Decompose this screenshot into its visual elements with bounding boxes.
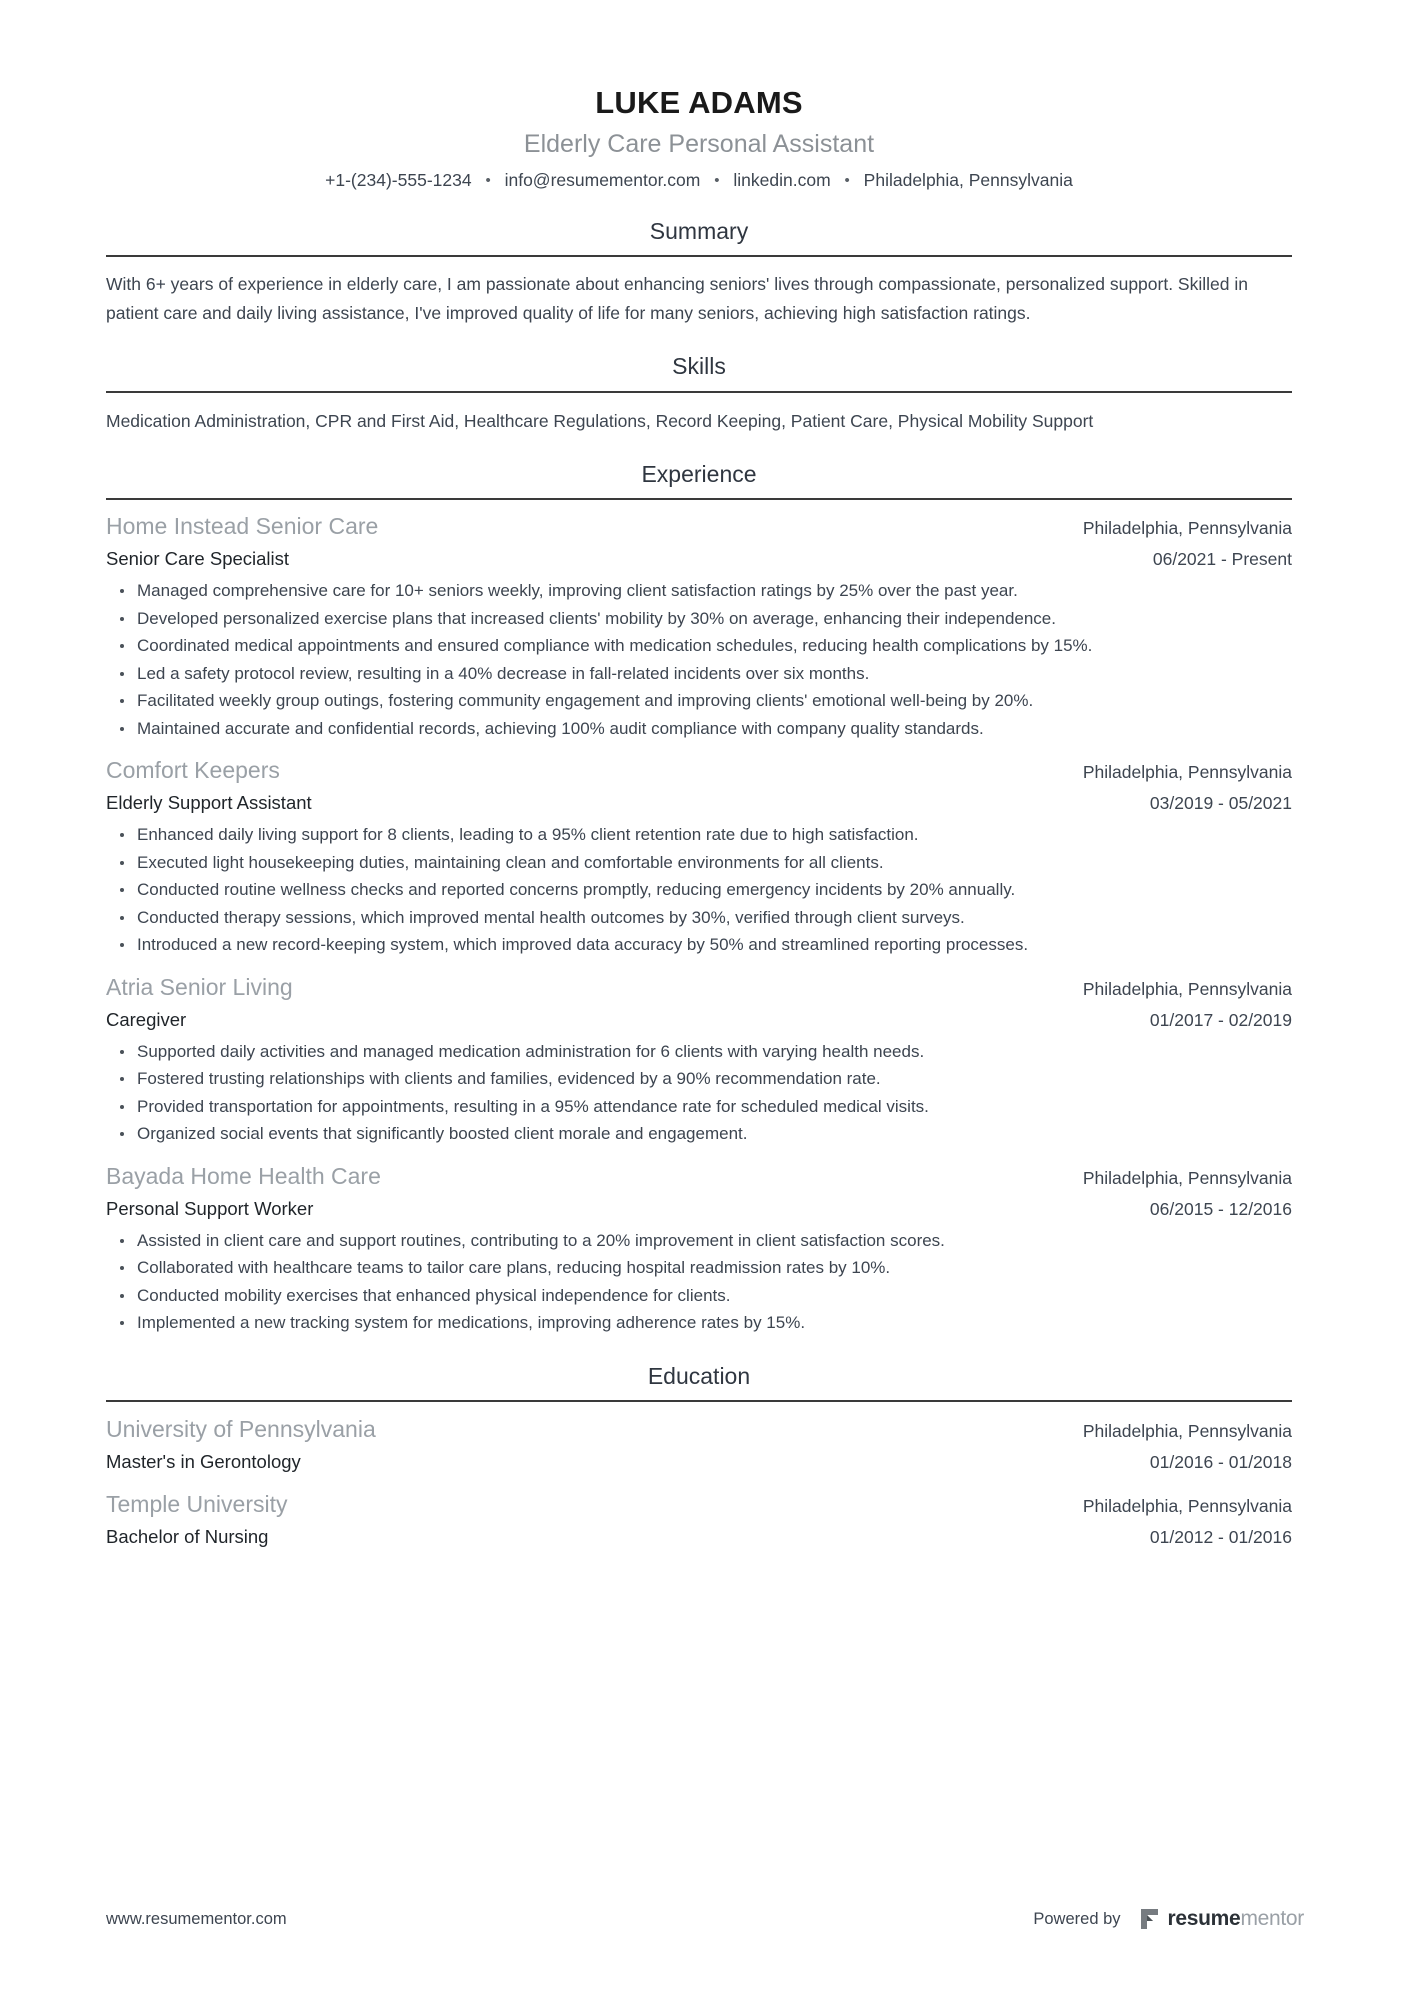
experience-entry-subheader: [106, 547, 1292, 571]
resume-header: [106, 0, 1292, 192]
employer-location: Philadelphia, Pennsylvania: [1082, 518, 1292, 539]
job-bullet: Developed personalized exercise plans that increased clients' mobility by 30% on average, enhancing their independence.: [106, 606, 1292, 633]
experience-entry: [106, 512, 1292, 742]
job-bullet: Conducted mobility exercises that enhanced physical independence for clients.: [106, 1283, 1292, 1310]
employer-name: Atria Senior Living: [106, 973, 293, 1000]
resumementor-logo: [1139, 1907, 1304, 1931]
job-bullet-list: [106, 822, 1292, 959]
job-bullet: Assisted in client care and support routines, contributing to a 20% improvement in client satisfaction scores.: [106, 1228, 1292, 1255]
job-bullet-list: [106, 578, 1292, 742]
job-bullet: Coordinated medical appointments and ensured compliance with medication schedules, reducing health complications by 15%.: [106, 633, 1292, 660]
education-entry: [106, 1415, 1292, 1474]
brand-word-primary: resume: [1167, 1907, 1241, 1930]
job-bullet: Led a safety protocol review, resulting in a 40% decrease in fall-related incidents over six months.: [106, 661, 1292, 688]
job-title: Elderly Support Assistant: [106, 792, 312, 814]
job-bullet: Introduced a new record-keeping system, which improved data accuracy by 50% and streamlined reporting processes.: [106, 932, 1292, 959]
job-title: Caregiver: [106, 1008, 187, 1030]
section-title-education: Education: [647, 1362, 751, 1389]
experience-entry-header: [106, 512, 1292, 542]
degree-dates: 01/2012 - 01/2016: [1149, 1527, 1292, 1548]
contact-email[interactable]: info@resumementor.com: [504, 169, 701, 190]
contact-separator-icon: •: [485, 171, 491, 189]
contact-line: [106, 169, 1292, 192]
section-divider: [106, 255, 1292, 257]
employer-name: Bayada Home Health Care: [106, 1162, 381, 1189]
employer-location: Philadelphia, Pennsylvania: [1082, 978, 1292, 999]
resumementor-wordmark: [1168, 1907, 1304, 1931]
education-entry-subheader: [106, 1450, 1292, 1474]
job-bullet: Managed comprehensive care for 10+ seniors weekly, improving client satisfaction ratings by 25% over the past year.: [106, 578, 1292, 605]
school-location: Philadelphia, Pennsylvania: [1082, 1421, 1292, 1442]
employer-name: Comfort Keepers: [106, 757, 280, 784]
job-bullet: Collaborated with healthcare teams to tailor care plans, reducing hospital readmission rates by 10%.: [106, 1255, 1292, 1282]
degree-dates: 01/2016 - 01/2018: [1149, 1452, 1292, 1473]
experience-entry-header: [106, 1162, 1292, 1192]
job-dates: 06/2015 - 12/2016: [1149, 1198, 1292, 1219]
employer-location: Philadelphia, Pennsylvania: [1082, 1167, 1292, 1188]
job-bullet-list: [106, 1039, 1292, 1148]
contact-separator-icon: •: [844, 171, 850, 189]
education-entry: [106, 1490, 1292, 1549]
job-bullet: Maintained accurate and confidential records, achieving 100% audit compliance with company quality standards.: [106, 716, 1292, 743]
job-dates: 06/2021 - Present: [1152, 549, 1292, 570]
contact-phone[interactable]: +1-(234)-555-1234: [325, 169, 472, 190]
skills-text: Medication Administration, CPR and First Aid, Healthcare Regulations, Record Keeping, Patient Care, Physical Mobility Support: [106, 410, 1094, 431]
job-bullet: Organized social events that significantly boosted client morale and engagement.: [106, 1121, 1292, 1148]
powered-by-label: Powered by: [1033, 1909, 1121, 1928]
degree-name: Bachelor of Nursing: [106, 1526, 269, 1548]
section-title-skills: Skills: [672, 353, 726, 379]
experience-list: [106, 512, 1292, 1337]
experience-entry-subheader: [106, 1008, 1292, 1032]
experience-entry-subheader: [106, 791, 1292, 815]
section-summary: [106, 218, 1292, 327]
footer-website-url[interactable]: www.resumementor.com: [106, 1909, 287, 1928]
section-divider: [106, 1400, 1292, 1402]
section-divider: [106, 391, 1292, 393]
education-entry-header: [106, 1415, 1292, 1445]
resumementor-mark-icon: [1139, 1907, 1161, 1931]
job-title: Senior Care Specialist: [106, 548, 290, 570]
job-bullet: Facilitated weekly group outings, fostering community engagement and improving clients' emotional well-being by 20%.: [106, 688, 1292, 715]
footer-branding: [1033, 1907, 1304, 1931]
job-bullet-list: [106, 1228, 1292, 1337]
candidate-headline: Elderly Care Personal Assistant: [523, 129, 875, 158]
school-name: Temple University: [106, 1491, 288, 1518]
candidate-name: LUKE ADAMS: [595, 85, 803, 120]
job-bullet: Fostered trusting relationships with clients and families, evidenced by a 90% recommendation rate.: [106, 1066, 1292, 1093]
contact-linkedin[interactable]: linkedin.com: [733, 169, 831, 190]
section-divider: [106, 498, 1292, 500]
section-skills: [106, 353, 1292, 435]
section-title-summary: Summary: [649, 217, 749, 244]
school-name: University of Pennsylvania: [106, 1416, 376, 1443]
resume-footer: [106, 1907, 1304, 1931]
section-education: [106, 1363, 1292, 1549]
job-bullet: Implemented a new tracking system for medications, improving adherence rates by 15%.: [106, 1310, 1292, 1337]
school-location: Philadelphia, Pennsylvania: [1082, 1496, 1292, 1517]
job-bullet: Provided transportation for appointments, resulting in a 95% attendance rate for scheduled medical visits.: [106, 1094, 1292, 1121]
job-bullet: Executed light housekeeping duties, maintaining clean and comfortable environments for all clients.: [106, 850, 1292, 877]
job-dates: 01/2017 - 02/2019: [1149, 1009, 1292, 1030]
employer-name: Home Instead Senior Care: [106, 513, 379, 540]
job-dates: 03/2019 - 05/2021: [1149, 793, 1292, 814]
brand-word-secondary: mentor: [1240, 1907, 1304, 1930]
employer-location: Philadelphia, Pennsylvania: [1082, 762, 1292, 783]
experience-entry: [106, 756, 1292, 959]
contact-location: Philadelphia, Pennsylvania: [863, 169, 1073, 190]
degree-name: Master's in Gerontology: [106, 1451, 301, 1473]
job-bullet: Conducted therapy sessions, which improved mental health outcomes by 30%, verified through client surveys.: [106, 905, 1292, 932]
summary-text: With 6+ years of experience in elderly care, I am passionate about enhancing seniors' lives through compassionate, personalized support. Skilled in patient care and daily living assistance, I've improved quality of life for many seniors, achieving high satisfaction ratings.: [106, 274, 1248, 323]
experience-entry: [106, 1162, 1292, 1337]
experience-entry-header: [106, 973, 1292, 1003]
job-bullet: Enhanced daily living support for 8 clients, leading to a 95% client retention rate due to high satisfaction.: [106, 822, 1292, 849]
experience-entry-header: [106, 756, 1292, 786]
section-experience: [106, 461, 1292, 1337]
contact-separator-icon: •: [714, 171, 720, 189]
job-bullet: Supported daily activities and managed medication administration for 6 clients with varying health needs.: [106, 1039, 1292, 1066]
section-title-experience: Experience: [641, 460, 757, 487]
job-bullet: Conducted routine wellness checks and reported concerns promptly, reducing emergency incidents by 20% annually.: [106, 877, 1292, 904]
education-list: [106, 1415, 1292, 1549]
job-title: Personal Support Worker: [106, 1197, 314, 1219]
experience-entry: [106, 973, 1292, 1148]
experience-entry-subheader: [106, 1197, 1292, 1221]
education-entry-subheader: [106, 1525, 1292, 1549]
resume-sheet: [106, 0, 1292, 1549]
education-entry-header: [106, 1490, 1292, 1520]
